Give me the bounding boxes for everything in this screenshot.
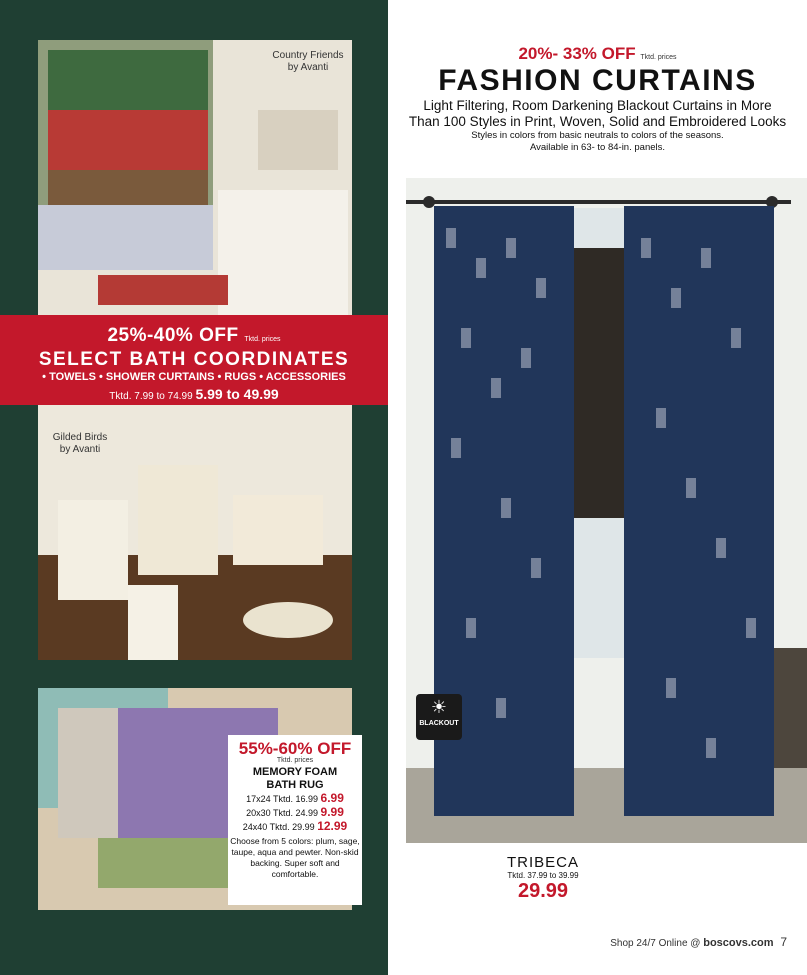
curtains-note-1: Styles in colors from basic neutrals to colors of the seasons. [471,130,724,141]
rug-discount: 55%-60% OFF [238,739,352,758]
blackout-label: BLACKOUT [419,720,459,727]
rug-price-row: 20x30 Tktd. 24.99 9.99 [246,805,344,819]
bath-photo-country-friends [38,40,352,315]
bath-coordinates-banner [0,315,388,405]
bath-title: SELECT BATH COORDINATES [38,349,350,370]
curtains-subtitle-2: Than 100 Styles in Print, Woven, Solid and Embroidered Looks [408,114,787,129]
curtains-note-2: Available in 63- to 84-in. panels. [529,142,666,153]
curtains-header [388,44,807,154]
tribeca-product-info [388,854,698,903]
bath-discount-note: Tktd. prices [244,336,281,343]
page-number: 7 [780,935,787,949]
curtain-photo [406,178,807,843]
rug-name: MEMORY FOAM BATH RUG [252,766,338,791]
rug-description: Choose from 5 colors: plum, sage, taupe, aqua and pewter. Non-skid backing. Super soft and comfortable. [230,836,360,879]
bath-items: • TOWELS • SHOWER CURTAINS • RUGS • ACCESSORIES [42,371,346,383]
footer-text: Shop 24/7 Online @ [610,938,701,949]
rug-promo-box [228,735,362,905]
curtains-subtitle-1: Light Filtering, Room Darkening Blackout Curtains in More [423,98,772,113]
product-was-price: Tktd. 37.99 to 39.99 [507,871,579,880]
rug-price-row: 17x24 Tktd. 16.99 6.99 [246,791,344,805]
curtains-title: FASHION CURTAINS [438,64,757,97]
rug-price-row: 24x40 Tktd. 29.99 12.99 [242,819,348,833]
product-price: 29.99 [517,880,569,902]
sun-icon: ☀ [430,697,448,717]
rug-discount-note: Tktd. prices [276,757,314,764]
page-footer [610,935,787,949]
footer-site-link[interactable]: boscovs.com [703,937,774,949]
curtains-discount: 20%- 33% OFF [518,44,636,63]
product-name: TRIBECA [506,854,579,871]
curtains-discount-note: Tktd. prices [640,54,677,61]
bath-discount: 25%-40% OFF [107,325,239,346]
bath-photo-2-caption: Gilded Birds by Avanti [52,432,108,455]
bath-photo-1-caption: Country Friends by Avanti [272,50,344,73]
bath-was-price: Tktd. 7.99 to 74.99 [109,391,193,402]
blackout-badge [416,694,462,740]
bath-sale-price: 5.99 to 49.99 [195,386,279,402]
